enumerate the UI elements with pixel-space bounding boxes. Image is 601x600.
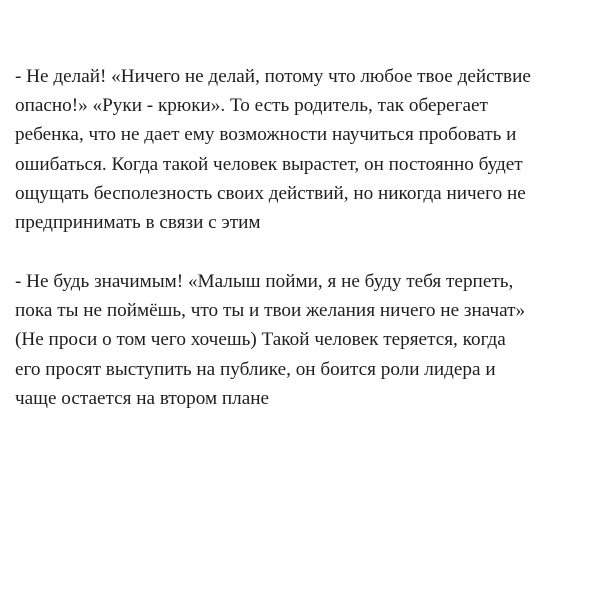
text-line: пока ты не поймёшь, что ты и твои желания ничего не значат» <box>15 300 526 322</box>
text-line: ошибаться. Когда такой человек вырастет, он постоянно будет <box>15 153 523 175</box>
text-line: его просят выступить на публике, он боится роли лидера и <box>15 358 496 380</box>
text-line: - Не будь значимым! «Малыш пойми, я не буду тебя терпеть, <box>15 271 514 292</box>
text-line: чаще остается на втором плане <box>15 387 270 409</box>
text-line: опасно!» «Руки - крюки». То есть родитель, так оберегает <box>15 95 488 117</box>
paragraph-dont-be-important <box>15 267 590 413</box>
text-line: ощущать бесполезность своих действий, но никогда ничего не <box>15 182 526 204</box>
text-line: - Не делай! «Ничего не делай, потому что любое твое действие <box>15 66 531 87</box>
text-line: (Не проси о том чего хочешь) Такой человек теряется, когда <box>15 329 506 351</box>
text-line: предпринимать в связи с этим <box>15 212 261 234</box>
paragraph-dont-act <box>15 62 590 237</box>
text-line: ребенка, что не дает ему возможности научиться пробовать и <box>15 124 517 146</box>
